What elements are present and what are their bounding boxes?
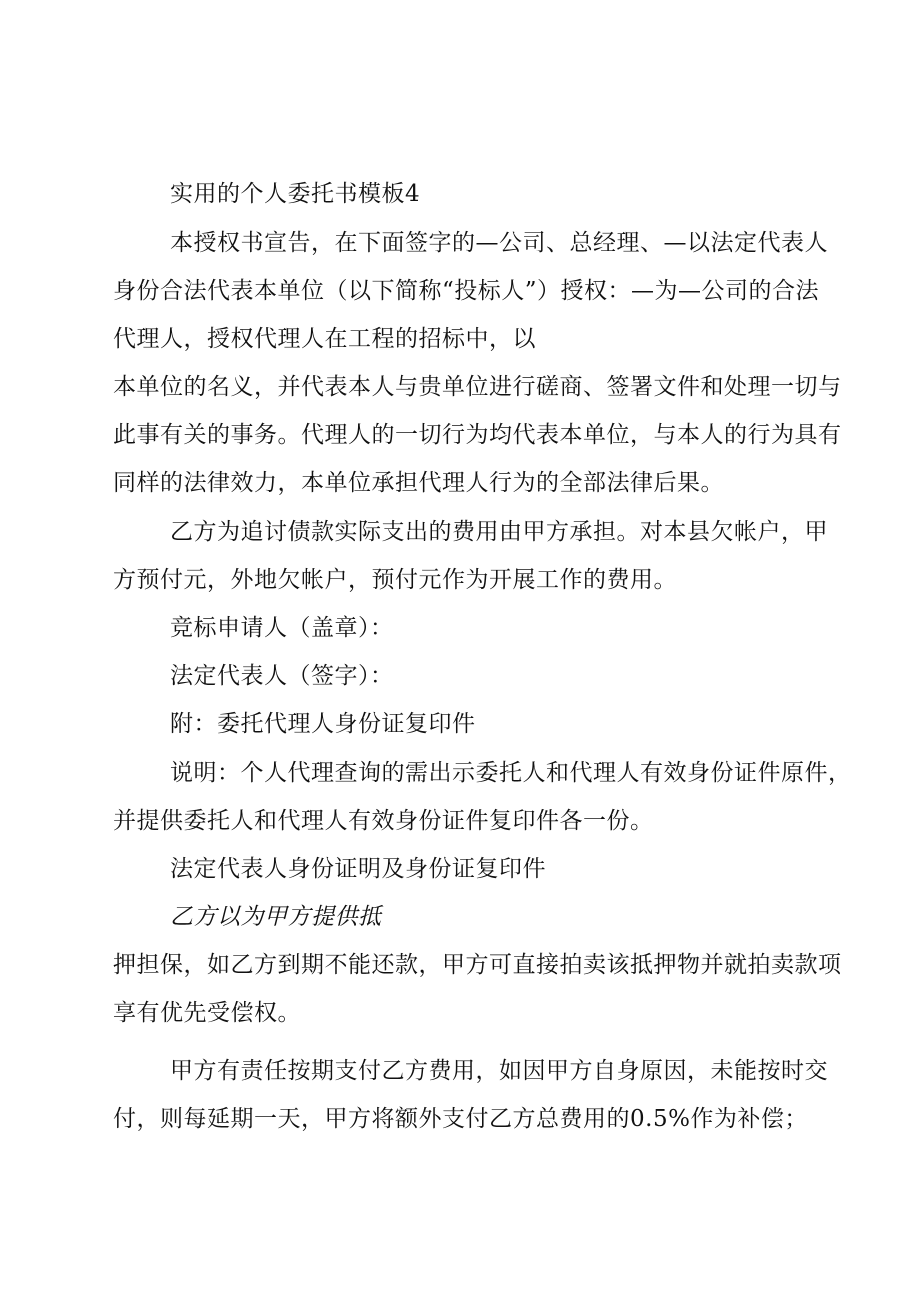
para5-line1: 押担保，如乙方到期不能还款，甲方可直接拍卖该抵押物并就拍卖款项 <box>113 952 842 978</box>
para6-line2: 付，则每延期一天，甲方将额外支付乙方总费用的0.5%作为补偿； <box>113 1106 808 1132</box>
para2-line2: 此事有关的事务。代理人的一切行为均代表本单位，与本人的行为具有 <box>113 422 842 448</box>
bidder-signature-line: 竞标申请人（盖章）： <box>170 615 394 641</box>
document-title: 实用的个人委托书模板4 <box>170 181 421 207</box>
para6-line1: 甲方有责任按期支付乙方费用，如因甲方自身原因，未能按时交 <box>170 1058 828 1084</box>
legal-rep-signature-line: 法定代表人（签字）： <box>170 663 394 689</box>
para1-line3: 代理人，授权代理人在工程的招标中，以 <box>113 326 536 352</box>
para5-line2: 享有优先受偿权。 <box>113 1000 301 1026</box>
note-line2: 并提供委托人和代理人有效身份证件复印件各一份。 <box>113 808 654 834</box>
para4-line1: 乙方以为甲方提供抵 <box>170 904 382 930</box>
para3-line2: 方预付元，外地欠帐户，预付元作为开展工作的费用。 <box>113 567 677 593</box>
attachment-line: 附：委托代理人身份证复印件 <box>170 711 476 737</box>
note-line1: 说明：个人代理查询的需出示委托人和代理人有效身份证件原件， <box>170 760 852 786</box>
para1-line2: 身份合法代表本单位（以下简称“投标人”）授权：—为—公司的合法 <box>113 278 820 304</box>
para2-line1: 本单位的名义，并代表本人与贵单位进行磋商、签署文件和处理一切与 <box>113 374 842 400</box>
legal-proof-line: 法定代表人身份证明及身份证复印件 <box>170 856 546 882</box>
para2-line3: 同样的法律效力，本单位承担代理人行为的全部法律后果。 <box>113 470 724 496</box>
para1-line1: 本授权书宣告，在下面签字的—公司、总经理、—以法定代表人 <box>170 230 828 256</box>
para3-line1: 乙方为追讨债款实际支出的费用由甲方承担。对本县欠帐户，甲 <box>170 519 828 545</box>
